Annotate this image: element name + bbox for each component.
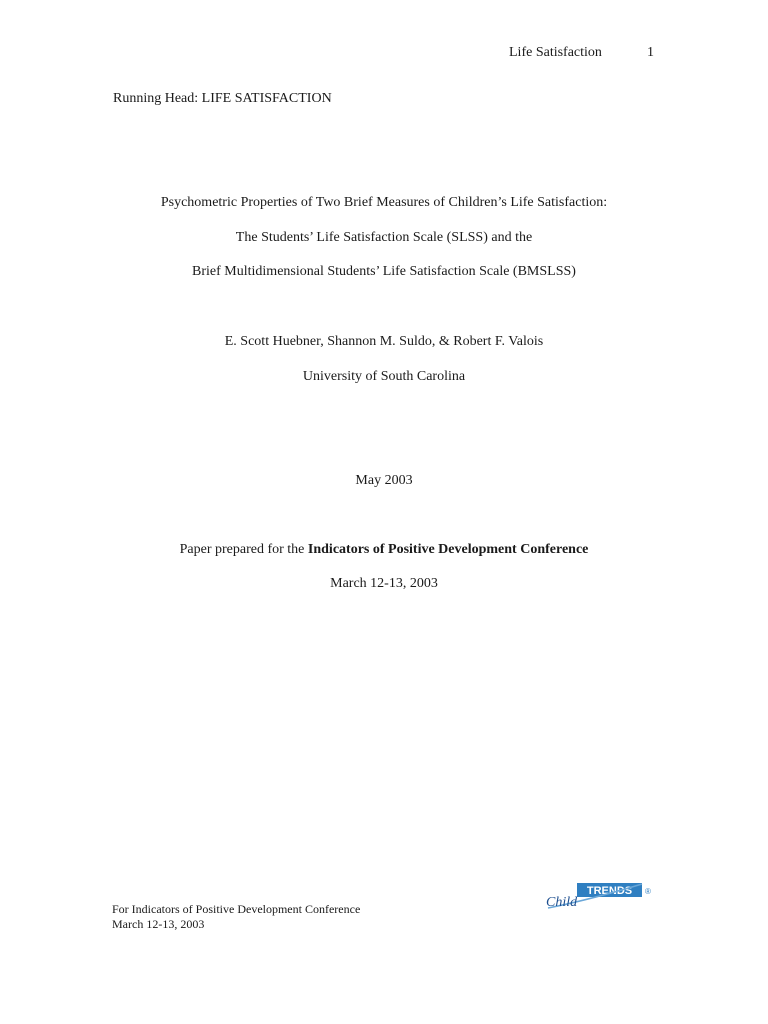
prepared-for bbox=[0, 542, 768, 558]
conference-name: Indicators of Positive Development Conference bbox=[307, 542, 589, 557]
title-line-3: Brief Multidimensional Students’ Life Satisfaction Scale (BMSLSS) bbox=[192, 264, 576, 279]
header-title: Life Satisfaction bbox=[509, 45, 602, 60]
affiliation: University of South Carolina bbox=[302, 369, 466, 384]
title-line-2: The Students’ Life Satisfaction Scale (SLSS) and the bbox=[235, 230, 533, 245]
child-trends-logo bbox=[544, 878, 654, 912]
conference-date: March 12-13, 2003 bbox=[330, 576, 438, 591]
prepared-prefix: Paper prepared for the bbox=[179, 542, 308, 557]
logo-trends-text: TRENDS bbox=[586, 885, 633, 897]
running-head: Running Head: LIFE SATISFACTION bbox=[113, 91, 332, 106]
authors: E. Scott Huebner, Shannon M. Suldo, & Robert F. Valois bbox=[224, 334, 544, 349]
paper-date: May 2003 bbox=[355, 473, 413, 488]
logo-child-text: Child bbox=[546, 895, 578, 910]
footer-line-2: March 12-13, 2003 bbox=[112, 917, 205, 931]
page-number: 1 bbox=[647, 45, 654, 60]
footer-line-1: For Indicators of Positive Development Conference bbox=[112, 902, 361, 916]
title-line-1: Psychometric Properties of Two Brief Measures of Children’s Life Satisfaction: bbox=[160, 195, 608, 210]
logo-registered-mark: ® bbox=[645, 887, 651, 896]
footer bbox=[112, 902, 360, 932]
